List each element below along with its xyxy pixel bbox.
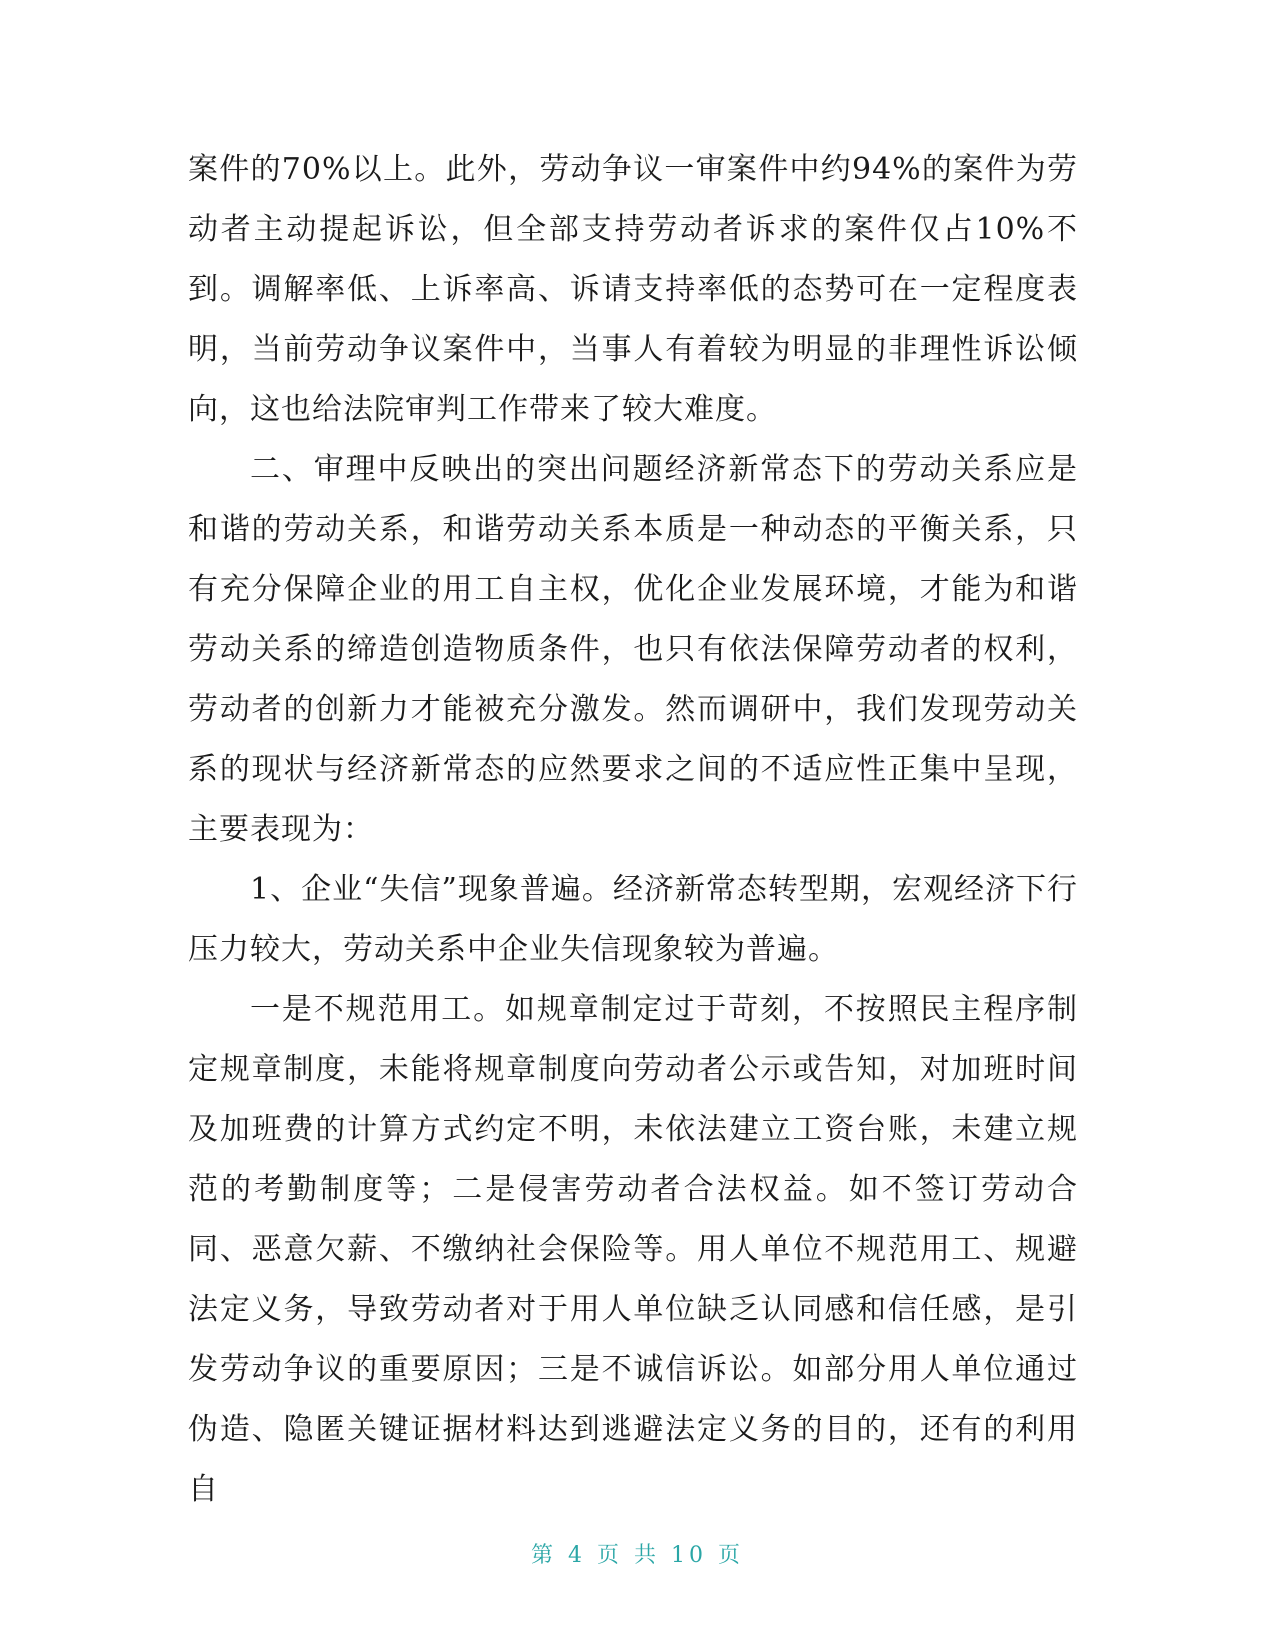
document-body bbox=[188, 140, 1078, 1520]
paragraph-2: 二、审理中反映出的突出问题经济新常态下的劳动关系应是和谐的劳动关系，和谐劳动关系本质是一种动态的平衡关系，只有充分保障企业的用工自主权，优化企业发展环境，才能为和谐劳动关系的缔造创造物质条件，也只有依法保障劳动者的权利，劳动者的创新力才能被充分激发。然而调研中，我们发现劳动关系的现状与经济新常态的应然要求之间的不适应性正集中呈现，主要表现为： bbox=[188, 452, 1078, 847]
page-number-footer: 第 4 页 共 10 页 bbox=[531, 1543, 744, 1568]
paragraph-4: 一是不规范用工。如规章制定过于苛刻，不按照民主程序制定规章制度，未能将规章制度向劳动者公示或告知，对加班时间及加班费的计算方式约定不明，未依法建立工资台账，未建立规范的考勤制度等；二是侵害劳动者合法权益。如不签订劳动合同、恶意欠薪、不缴纳社会保险等。用人单位不规范用工、规避法定义务，导致劳动者对于用人单位缺乏认同感和信任感，是引发劳动争议的重要原因；三是不诚信诉讼。如部分用人单位通过伪造、隐匿关键证据材料达到逃避法定义务的目的，还有的利用自 bbox=[188, 992, 1078, 1507]
paragraph-1: 案件的70%以上。此外，劳动争议一审案件中约94%的案件为劳动者主动提起诉讼，但全部支持劳动者诉求的案件仅占10%不到。调解率低、上诉率高、诉请支持率低的态势可在一定程度表明，当前劳动争议案件中，当事人有着较为明显的非理性诉讼倾向，这也给法院审判工作带来了较大难度。 bbox=[188, 152, 1078, 427]
paragraph-3: 1、企业“失信”现象普遍。经济新常态转型期，宏观经济下行压力较大，劳动关系中企业失信现象较为普遍。 bbox=[188, 872, 1078, 967]
